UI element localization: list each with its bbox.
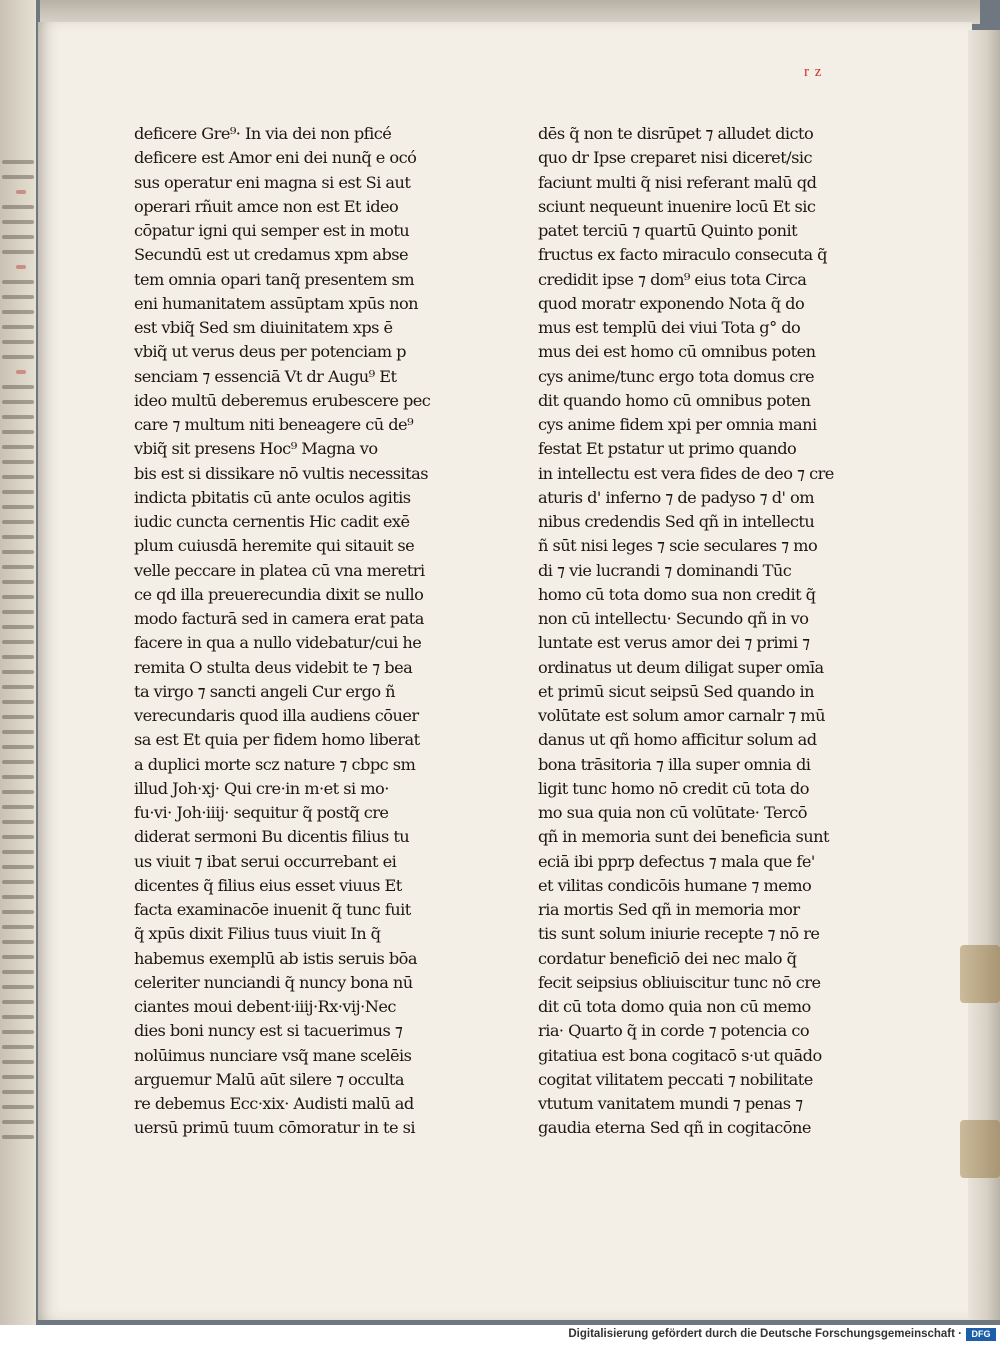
text-line: non cū intellectu· Secundo qñ in vo bbox=[538, 609, 809, 628]
text-line: ligit tunc homo nō credit cū tota do bbox=[538, 778, 809, 798]
text-line: cōpatur igni qui semper est in motu bbox=[134, 221, 410, 240]
text-line: celeriter nunciandi q̃ nuncy bona nū bbox=[134, 972, 413, 992]
text-line: dēs q̃ non te disrūpet ⁊ alludet dicto bbox=[538, 124, 814, 143]
text-line: sus operatur eni magna si est Si aut bbox=[134, 172, 411, 192]
text-line: di ⁊ vie lucrandi ⁊ dominandi Tūc bbox=[538, 560, 792, 580]
text-line: faciunt multi q̃ nisi referant malū qd bbox=[538, 172, 817, 192]
text-line: arguemur Malū aūt silere ⁊ occulta bbox=[134, 1069, 404, 1089]
text-line: vbiq̃ sit presens Hoc⁹ Magna vo bbox=[134, 439, 378, 459]
paper-tab bbox=[960, 1120, 1000, 1178]
text-line: nolūimus nunciare vsq̃ mane scelēis bbox=[134, 1045, 412, 1065]
text-line: habemus exemplū ab istis seruis bōa bbox=[134, 948, 417, 968]
text-line: iudic cuncta cernentis Hic cadit exē bbox=[134, 512, 410, 531]
text-line: facere in qua a nullo videbatur/cui he bbox=[134, 633, 422, 653]
book-top-edge bbox=[40, 0, 980, 24]
text-line: ta virgo ⁊ sancti angeli Cur ergo ñ bbox=[134, 681, 396, 701]
text-line: eni humanitatem assūptam xpūs non bbox=[134, 293, 419, 313]
text-line: Secundū est ut credamus xpm abse bbox=[134, 245, 409, 265]
text-line: ria· Quarto q̃ in corde ⁊ potencia co bbox=[538, 1021, 810, 1041]
text-line: illud Joh·xj· Qui cre·in m·et si mo· bbox=[134, 778, 389, 798]
right-text-column bbox=[538, 122, 834, 1141]
facing-page-text-fragments bbox=[2, 160, 34, 1150]
text-line: homo cū tota domo sua non credit q̃ bbox=[538, 584, 816, 604]
text-line: mo sua quia non cū volūtate· Tercō bbox=[538, 803, 807, 822]
text-line: velle peccare in platea cū vna meretri bbox=[134, 560, 425, 580]
dfg-logo: DFG bbox=[966, 1328, 996, 1341]
text-line: ideo multū deberemus erubescere pec bbox=[134, 390, 431, 410]
text-line: in intellectu est vera fides de deo ⁊ cre bbox=[538, 463, 834, 483]
text-line: dit cū tota domo quia non cū memo bbox=[538, 997, 811, 1016]
text-line: verecundaris quod illa audiens cōuer bbox=[134, 706, 419, 725]
text-line: ria mortis Sed qñ in memoria mor bbox=[538, 900, 800, 919]
folio-mark: r z bbox=[804, 64, 823, 80]
text-line: deficere est Amor eni dei nunq̃ e ocó bbox=[134, 148, 417, 168]
text-line: gaudia eterna Sed qñ in cogitacōne bbox=[538, 1118, 811, 1138]
text-line: volūtate est solum amor carnalr ⁊ mū bbox=[538, 706, 825, 725]
text-line: festat Et pstatur ut primo quando bbox=[538, 439, 797, 459]
text-line: plum cuiusdā heremite qui sitauit se bbox=[134, 536, 415, 556]
text-line: tem omnia opari tanq̃ presentem sm bbox=[134, 269, 415, 289]
text-line: facta examinacōe inuenit q̃ tunc fuit bbox=[134, 900, 411, 919]
text-line: modo facturā sed in camera erat pata bbox=[134, 609, 424, 628]
text-line: gitatiua est bona cogitacō s·ut quādo bbox=[538, 1045, 822, 1065]
text-line: cogitat vilitatem peccati ⁊ nobilitate bbox=[538, 1069, 813, 1089]
text-line: bis est si dissikare nō vultis necessitas bbox=[134, 463, 428, 483]
text-line: vbiq̃ ut verus deus per potenciam p bbox=[134, 342, 406, 362]
text-line: ciantes moui debent·iiij·Rx·vij·Nec bbox=[134, 997, 396, 1016]
text-line: aturis d' inferno ⁊ de padyso ⁊ d' om bbox=[538, 487, 815, 507]
text-line: fu·vi· Joh·iiij· sequitur q̃ postq̃ cre bbox=[134, 803, 389, 822]
text-line: est vbiq̃ Sed sm diuinitatem xps ē bbox=[134, 318, 393, 337]
text-line: patet terciū ⁊ quartū Quinto ponit bbox=[538, 221, 798, 240]
text-line: dies boni nuncy est si tacuerimus ⁊ bbox=[134, 1021, 403, 1041]
text-line: indicta pbitatis cū ante oculos agitis bbox=[134, 487, 411, 507]
digitization-credit: Digitalisierung gefördert durch die Deutsche Forschungsgemeinschaft · bbox=[568, 1328, 962, 1340]
text-line: dicentes q̃ filius eius esset viuus Et bbox=[134, 875, 402, 895]
text-line: uersū primū tuum cōmoratur in te si bbox=[134, 1118, 415, 1138]
text-line: fecit seipsius obliuiscitur tunc nō cre bbox=[538, 972, 821, 992]
facing-page-edge bbox=[0, 0, 36, 1325]
text-line: quod moratr exponendo Nota q̃ do bbox=[538, 293, 805, 313]
text-line: et vilitas condicōis humane ⁊ memo bbox=[538, 875, 812, 895]
text-line: sciunt nequeunt inuenire locū Et sic bbox=[538, 196, 816, 216]
text-line: cordatur beneficiō dei nec malo q̃ bbox=[538, 948, 797, 968]
text-line: a duplici morte scz nature ⁊ cbpc sm bbox=[134, 754, 416, 774]
text-line: ñ sūt nisi leges ⁊ scie seculares ⁊ mo bbox=[538, 536, 818, 556]
text-line: q̃ xpūs dixit Filius tuus viuit In q̃ bbox=[134, 924, 381, 944]
text-line: credidit ipse ⁊ dom⁹ eius tota Circa bbox=[538, 269, 807, 289]
text-line: operari rñuit amce non est Et ideo bbox=[134, 196, 399, 216]
text-line: mus dei est homo cū omnibus poten bbox=[538, 342, 816, 362]
text-line: luntate est verus amor dei ⁊ primi ⁊ bbox=[538, 633, 810, 653]
text-line: nibus credendis Sed qñ in intellectu bbox=[538, 512, 815, 531]
text-line: tis sunt solum iniurie recepte ⁊ nō re bbox=[538, 924, 820, 944]
text-line: diderat sermoni Bu dicentis filius tu bbox=[134, 827, 410, 847]
text-line: senciam ⁊ essenciā Vt dr Augu⁹ Et bbox=[134, 366, 397, 386]
text-line: et primū sicut seipsū Sed quando in bbox=[538, 681, 815, 701]
text-line: bona trāsitoria ⁊ illa super omnia di bbox=[538, 754, 811, 774]
text-line: ordinatus ut deum diligat super omīa bbox=[538, 657, 824, 677]
text-line: care ⁊ multum niti beneagere cū de⁹ bbox=[134, 415, 414, 434]
text-line: eciā ibi pprp defectus ⁊ mala que fe' bbox=[538, 851, 815, 871]
text-line: quo dr Ipse creparet nisi diceret/sic bbox=[538, 148, 812, 168]
text-line: ce qd illa preuerecundia dixit se nullo bbox=[134, 584, 424, 604]
text-line: vtutum vanitatem mundi ⁊ penas ⁊ bbox=[538, 1094, 803, 1113]
text-line: dit quando homo cū omnibus poten bbox=[538, 390, 811, 410]
text-line: deficere Gre⁹· In via dei non pficé bbox=[134, 124, 392, 143]
text-line: cys anime/tunc ergo tota domus cre bbox=[538, 366, 815, 386]
text-line: cys anime fidem xpi per omnia mani bbox=[538, 415, 817, 434]
text-line: mus est templū dei viui Tota g° do bbox=[538, 318, 801, 337]
text-line: danus ut qñ homo afficitur solum ad bbox=[538, 730, 817, 750]
paper-tab bbox=[960, 945, 1000, 1003]
text-line: fructus ex facto miraculo consecuta q̃ bbox=[538, 245, 827, 265]
left-text-column bbox=[134, 122, 430, 1141]
text-line: sa est Et quia per fidem homo liberat bbox=[134, 730, 420, 750]
footer-bar bbox=[0, 1325, 1000, 1345]
text-line: re debemus Ecc·xix· Audisti malū ad bbox=[134, 1094, 414, 1113]
text-line: us viuit ⁊ ibat serui occurrebant ei bbox=[134, 851, 397, 871]
text-line: remita O stulta deus videbit te ⁊ bea bbox=[134, 657, 413, 677]
text-line: qñ in memoria sunt dei beneficia sunt bbox=[538, 827, 829, 847]
